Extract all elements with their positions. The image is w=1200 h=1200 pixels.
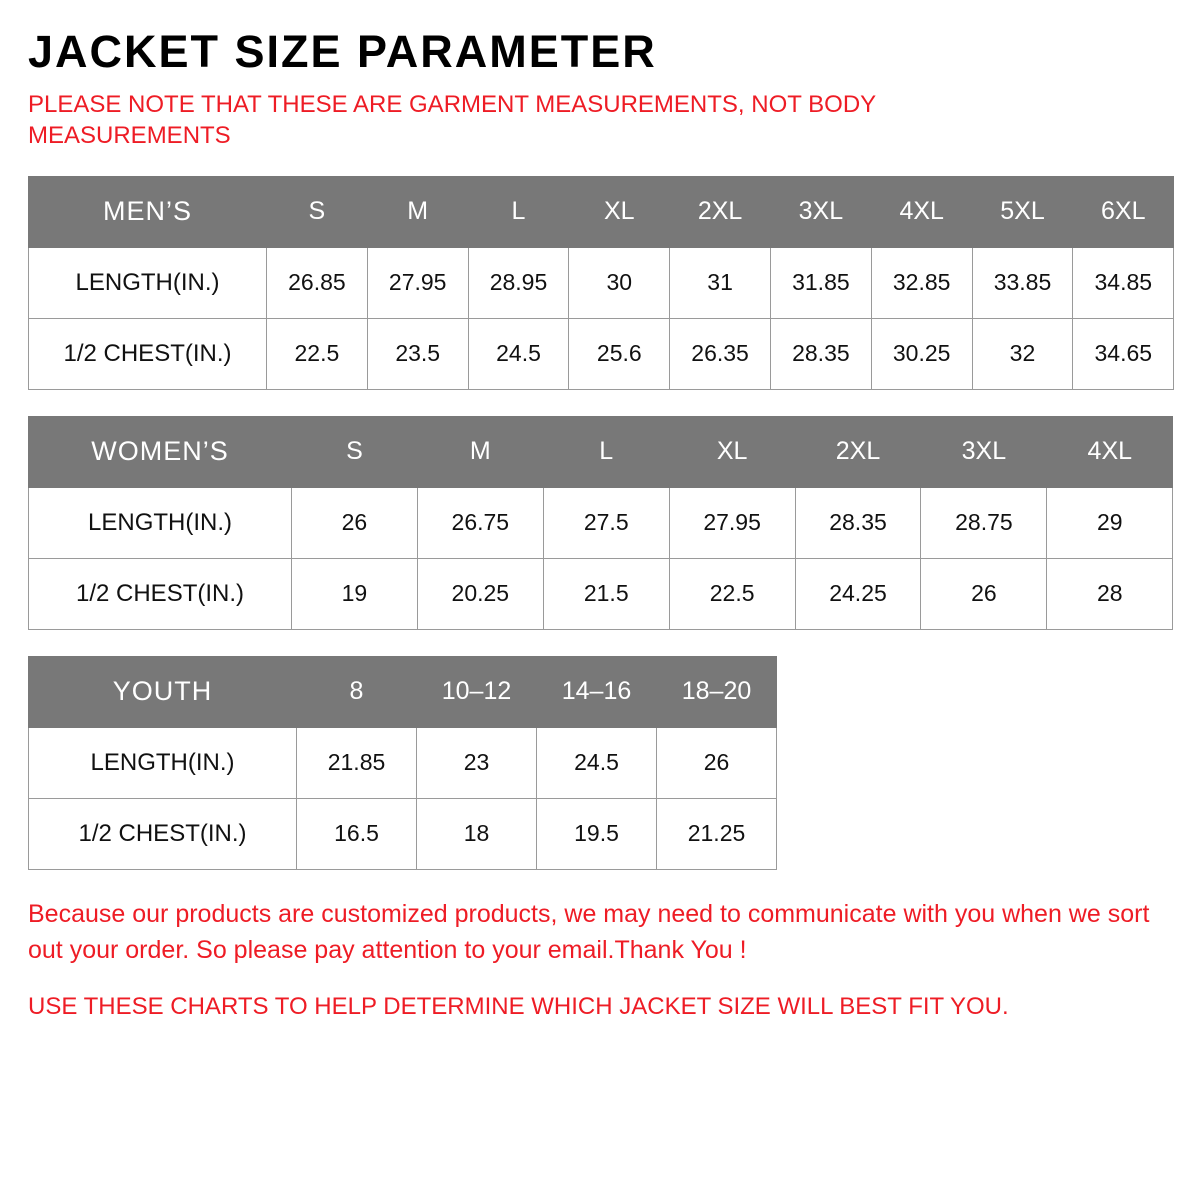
- cell-value: 19.5: [537, 798, 657, 869]
- row-label: LENGTH(IN.): [29, 727, 297, 798]
- cell-value: 28.35: [770, 318, 871, 389]
- size-header: 4XL: [871, 176, 972, 247]
- cell-value: 18: [417, 798, 537, 869]
- cell-value: 26.35: [670, 318, 771, 389]
- size-header: 2XL: [795, 416, 921, 487]
- cell-value: 32: [972, 318, 1073, 389]
- cell-value: 22.5: [267, 318, 368, 389]
- table-header-row: [29, 416, 1173, 487]
- cell-value: 26.75: [417, 487, 543, 558]
- size-header: 3XL: [770, 176, 871, 247]
- size-header: 10–12: [417, 656, 537, 727]
- table-header-row: [29, 176, 1174, 247]
- cell-value: 24.25: [795, 558, 921, 629]
- cell-value: 19: [292, 558, 418, 629]
- cell-value: 23.5: [367, 318, 468, 389]
- cell-value: 21.25: [657, 798, 777, 869]
- mens-size-table: [28, 176, 1174, 390]
- size-header: M: [367, 176, 468, 247]
- size-header: 6XL: [1073, 176, 1174, 247]
- table-row: [29, 487, 1173, 558]
- size-header: L: [543, 416, 669, 487]
- cell-value: 28: [1047, 558, 1173, 629]
- youth-size-table: [28, 656, 777, 870]
- cell-value: 31.85: [770, 247, 871, 318]
- row-label: 1/2 CHEST(IN.): [29, 318, 267, 389]
- row-label: LENGTH(IN.): [29, 487, 292, 558]
- cell-value: 27.5: [543, 487, 669, 558]
- cell-value: 28.35: [795, 487, 921, 558]
- cell-value: 27.95: [669, 487, 795, 558]
- measurement-note: PLEASE NOTE THAT THESE ARE GARMENT MEASUREMENTS, NOT BODY MEASUREMENTS: [28, 91, 876, 150]
- cell-value: 28.95: [468, 247, 569, 318]
- row-label: 1/2 CHEST(IN.): [29, 798, 297, 869]
- cell-value: 23: [417, 727, 537, 798]
- size-header: 2XL: [670, 176, 771, 247]
- table-row: [29, 727, 777, 798]
- footer-note-chart-usage: USE THESE CHARTS TO HELP DETERMINE WHICH JACKET SIZE WILL BEST FIT YOU.: [28, 993, 1009, 1021]
- cell-value: 21.85: [297, 727, 417, 798]
- cell-value: 31: [670, 247, 771, 318]
- cell-value: 21.5: [543, 558, 669, 629]
- cell-value: 26: [292, 487, 418, 558]
- table-row: [29, 247, 1174, 318]
- size-header: 18–20: [657, 656, 777, 727]
- cell-value: 27.95: [367, 247, 468, 318]
- size-header: S: [267, 176, 368, 247]
- footer-note-customization: Because our products are customized products, we may need to communicate with you when we sort out your order. So please pay attention to your email.Thank You !: [28, 899, 1150, 964]
- cell-value: 25.6: [569, 318, 670, 389]
- cell-value: 29: [1047, 487, 1173, 558]
- cell-value: 32.85: [871, 247, 972, 318]
- size-header: XL: [569, 176, 670, 247]
- size-header: 5XL: [972, 176, 1073, 247]
- cell-value: 30: [569, 247, 670, 318]
- page-title: JACKET SIZE PARAMETER: [28, 26, 657, 77]
- category-label: MEN’S: [29, 176, 267, 247]
- table-row: [29, 798, 777, 869]
- cell-value: 30.25: [871, 318, 972, 389]
- size-header: 3XL: [921, 416, 1047, 487]
- cell-value: 22.5: [669, 558, 795, 629]
- size-header: 14–16: [537, 656, 657, 727]
- size-header: S: [292, 416, 418, 487]
- size-header: M: [417, 416, 543, 487]
- category-label: YOUTH: [29, 656, 297, 727]
- cell-value: 28.75: [921, 487, 1047, 558]
- cell-value: 34.85: [1073, 247, 1174, 318]
- cell-value: 24.5: [468, 318, 569, 389]
- cell-value: 33.85: [972, 247, 1073, 318]
- row-label: LENGTH(IN.): [29, 247, 267, 318]
- size-header: L: [468, 176, 569, 247]
- row-label: 1/2 CHEST(IN.): [29, 558, 292, 629]
- cell-value: 24.5: [537, 727, 657, 798]
- cell-value: 26: [657, 727, 777, 798]
- size-header: XL: [669, 416, 795, 487]
- size-header: 4XL: [1047, 416, 1173, 487]
- table-row: [29, 318, 1174, 389]
- cell-value: 26: [921, 558, 1047, 629]
- cell-value: 26.85: [267, 247, 368, 318]
- womens-size-table: [28, 416, 1173, 630]
- table-row: [29, 558, 1173, 629]
- table-header-row: [29, 656, 777, 727]
- category-label: WOMEN’S: [29, 416, 292, 487]
- size-header: 8: [297, 656, 417, 727]
- cell-value: 16.5: [297, 798, 417, 869]
- cell-value: 20.25: [417, 558, 543, 629]
- cell-value: 34.65: [1073, 318, 1174, 389]
